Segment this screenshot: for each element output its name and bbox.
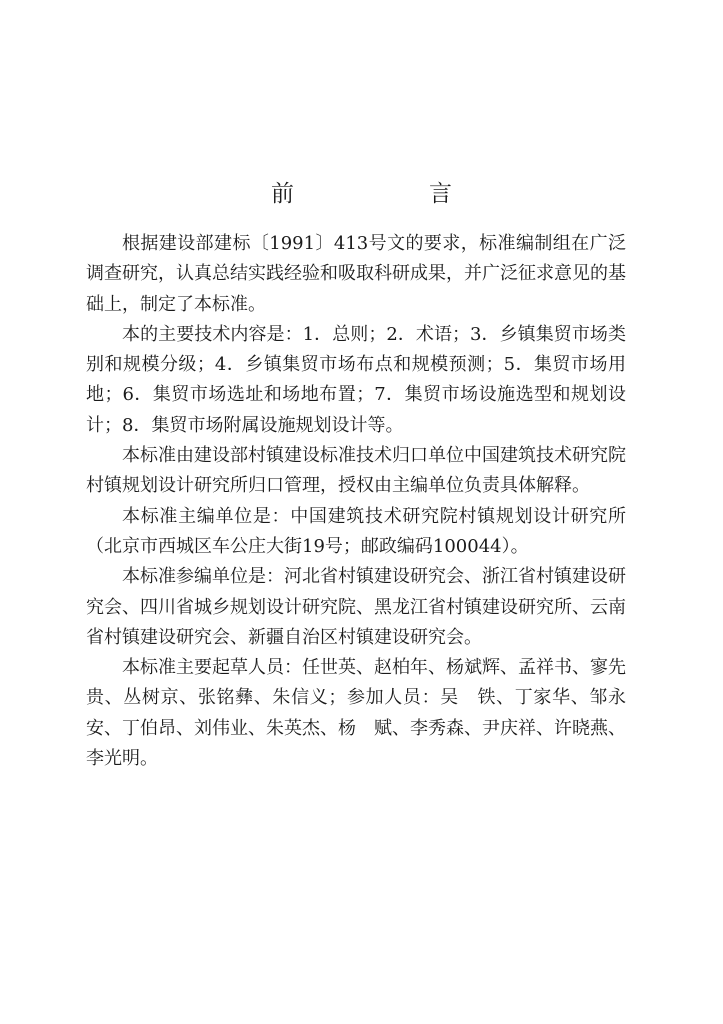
paragraph-drafters: 本标准主要起草人员：任世英、赵柏年、杨斌辉、孟祥书、寥先贵、丛树京、张铭彝、朱信义；参加人员：吴 铁、丁家华、邹永安、丁伯昂、刘伟业、朱英杰、杨 赋、李秀森、尹庆祥、许晓燕、李光明。 <box>86 657 626 770</box>
page-title: 前 言 <box>271 181 508 207</box>
paragraph-management: 本标准由建设部村镇建设标准技术归口单位中国建筑技术研究院村镇规划设计研究所归口管理，授权由主编单位负责具体解释。 <box>86 445 626 497</box>
paragraph-main-content: 本的主要技术内容是：1．总则；2．术语；3．乡镇集贸市场类别和规模分级；4．乡镇集贸市场布点和规模预测；5．集贸市场用地；6．集贸市场选址和场地布置；7．集贸市场设施选型和规划设计；8．集贸市场附属设施规划设计等。 <box>86 323 626 436</box>
paragraph-chief-editor: 本标准主编单位是：中国建筑技术研究院村镇规划设计研究所（北京市西城区车公庄大街19号；邮政编码100044）。 <box>86 505 626 557</box>
paragraph-basis: 根据建设部建标〔1991〕413号文的要求，标准编制组在广泛调查研究，认真总结实践经验和吸取科研成果，并广泛征求意见的基础上，制定了本标准。 <box>86 233 626 315</box>
document-body <box>86 229 626 774</box>
paragraph-participating-units: 本标准参编单位是：河北省村镇建设研究会、浙江省村镇建设研究会、四川省城乡规划设计研究院、黑龙江省村镇建设研究所、云南省村镇建设研究会、新疆自治区村镇建设研究会。 <box>86 566 626 648</box>
